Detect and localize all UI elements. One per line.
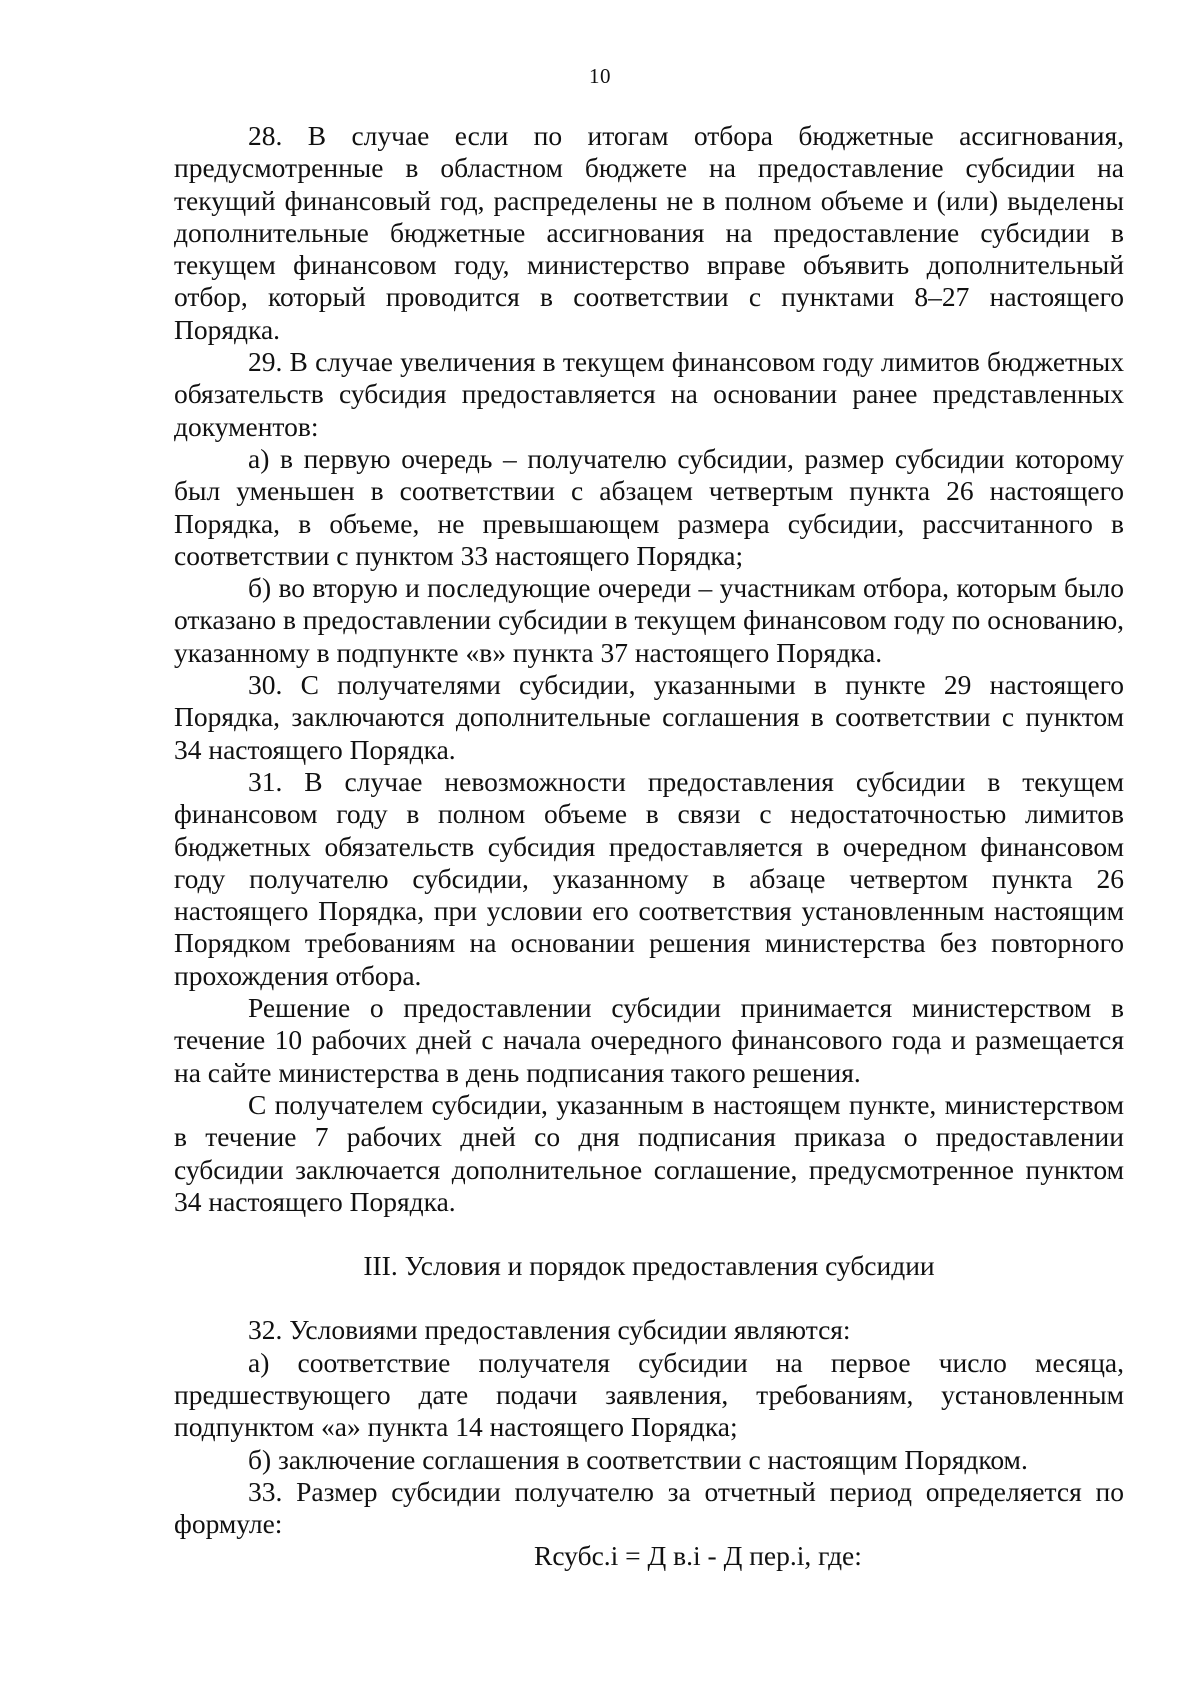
subsidy-formula: Rсубс.i = Д в.i - Д пер.i, где:	[534, 1540, 862, 1572]
paragraph-31: 31. В случае невозможности предоставления субсидии в текущем финансовом году в полном объеме в связи с недостаточностью лимитов бюджетных обязательств субсидия предоставляется в очередном финансовом году получателю субсидии, указанному в абзаце четвертом пункта 26 настоящего Порядка, при условии его соответствия установленным настоящим Порядком требованиям на основании решения министерства без повторного прохождения отбора.	[174, 765, 1124, 991]
paragraph-29-a: а) в первую очередь – получателю субсидии, размер субсидии которому был уменьшен в соответствии с абзацем четвертым пункта 26 настоящего Порядка, в объеме, не превышающем размера субсидии, рассчитанного в соответствии с пунктом 33 настоящего Порядка;	[174, 442, 1124, 571]
paragraph-29-b: б) во вторую и последующие очереди – участникам отбора, которым было отказано в предоставлении субсидии в текущем финансовом году по основанию, указанному в подпункте «в» пункта 37 настоящего Порядка.	[174, 572, 1124, 668]
paragraph-31-agreement: С получателем субсидии, указанным в настоящем пункте, министерством в течение 7 рабочих дней со дня подписания приказа о предоставлении субсидии заключается дополнительное соглашение, предусмотренное пунктом 34 настоящего Порядка.	[174, 1088, 1124, 1217]
paragraph-31-decision: Решение о предоставлении субсидии принимается министерством в течение 10 рабочих дней с начала очередного финансового года и размещается на сайте министерства в день подписания такого решения.	[174, 992, 1124, 1088]
paragraph-30: 30. С получателями субсидии, указанными в пункте 29 настоящего Порядка, заключаются дополнительные соглашения в соответствии с пунктом 34 настоящего Порядка.	[174, 669, 1124, 765]
section-heading: III. Условия и порядок предоставления субсидии	[363, 1250, 935, 1282]
paragraph-28: 28. В случае если по итогам отбора бюджетные ассигнования, предусмотренные в областном бюджете на предоставление субсидии на текущий финансовый год, распределены не в полном объеме и (или) выделены дополнительные бюджетные ассигнования на предоставление субсидии в текущем финансовом году, министерство вправе объявить дополнительный отбор, который проводится в соответствии с пунктами 8–27 настоящего Порядка.	[174, 120, 1124, 345]
paragraph-33: 33. Размер субсидии получателю за отчетный период определяется по формуле:	[174, 1475, 1124, 1540]
document-body	[174, 120, 1124, 1573]
paragraph-29: 29. В случае увеличения в текущем финансовом году лимитов бюджетных обязательств субсидия предоставляется на основании ранее представленных документов:	[174, 346, 1124, 442]
page-number: 10	[589, 64, 611, 88]
paragraph-32: 32. Условиями предоставления субсидии являются:	[248, 1314, 851, 1346]
paragraph-32-a: а) соответствие получателя субсидии на первое число месяца, предшествующего дате подачи заявления, требованиям, установленным подпунктом «а» пункта 14 настоящего Порядка;	[174, 1346, 1124, 1443]
paragraph-32-b: б) заключение соглашения в соответствии с настоящим Порядком.	[248, 1443, 1028, 1475]
